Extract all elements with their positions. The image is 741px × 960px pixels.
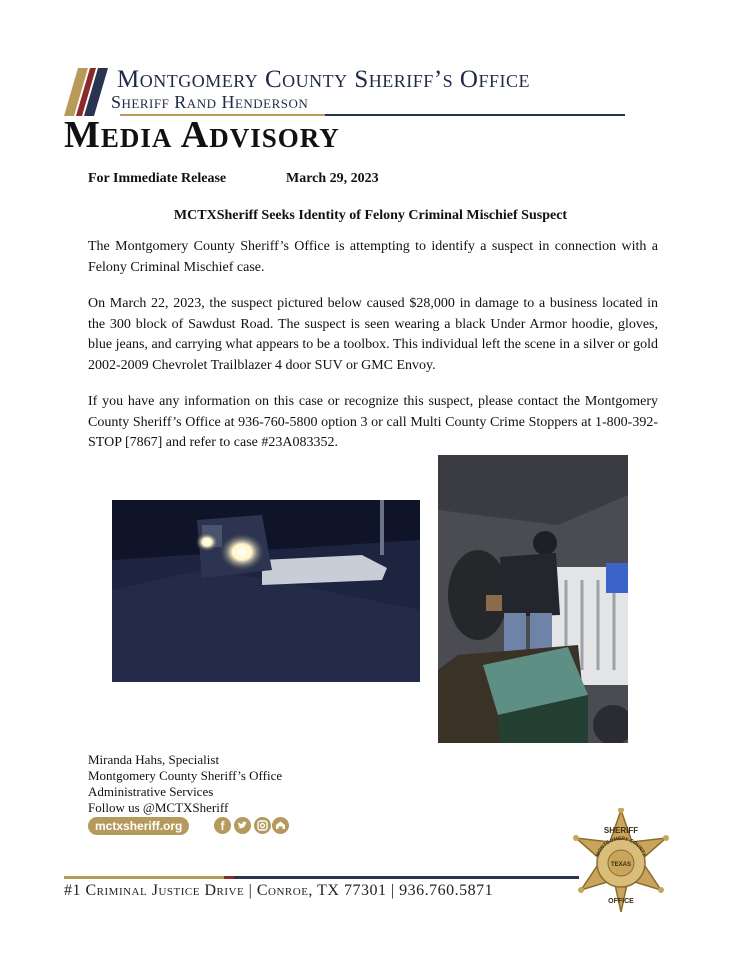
contact-office: Montgomery County Sheriff’s Office (88, 768, 283, 783)
website-link[interactable]: mctxsheriff.org (88, 817, 189, 835)
footer-rule-gold (64, 876, 224, 879)
vehicle-photo-image (112, 500, 420, 682)
paragraph-contact: If you have any information on this case or recognize this suspect, please contact the Montgomery County Sheriff’s Office at 936-760-5800 option 3 or call Multi County Crime Stoppers at 1-800-392-STOP [7867] and refer to case #23A083352. (88, 394, 658, 450)
footer-address: #1 Criminal Justice Drive | Conroe, TX 77301 | 936.760.5871 (64, 882, 494, 899)
header-rule-navy (325, 114, 625, 116)
office-name: Montgomery County Sheriff’s Office (117, 66, 530, 93)
release-label: For Immediate Release (88, 171, 227, 186)
instagram-icon[interactable] (254, 817, 271, 834)
paragraph-intro: The Montgomery County Sheriff’s Office is attempting to identify a suspect in connection with a Felony Criminal Mischief case. (88, 239, 658, 275)
suspect-photo-image (438, 455, 628, 743)
release-date: March 29, 2023 (286, 171, 379, 186)
facebook-icon[interactable] (214, 817, 231, 834)
nextdoor-icon[interactable] (272, 817, 289, 834)
twitter-icon[interactable] (234, 817, 251, 834)
contact-name: Miranda Hahs, Specialist (88, 752, 220, 767)
svg-text:f: f (220, 819, 225, 833)
contact-division: Administrative Services (88, 784, 214, 799)
badge-ring-text: MONTGOMERY COUNTY (595, 835, 647, 858)
paragraph-details: On March 22, 2023, the suspect pictured below caused $28,000 in damage to a business located in the 300 block of Sawdust Road. The suspect is seen wearing a black Under Armor hoodie, gloves, blue jeans, and carrying what appears to be a toolbox. This individual left the scene in a silver or gold 2002-2009 Chevrolet Trailblazer 4 door SUV or GMC Envoy. (88, 296, 658, 373)
sheriff-name: Sheriff Rand Henderson (111, 92, 309, 112)
suspect-photo (438, 455, 628, 743)
vehicle-photo (112, 500, 420, 682)
badge-top-text: SHERIFF (603, 826, 639, 835)
document-title: Media Advisory (64, 114, 340, 156)
footer-rule-red (224, 876, 234, 879)
footer-rule-navy (234, 876, 579, 879)
social-handle: Follow us @MCTXSheriff (88, 800, 229, 815)
badge-center-text: TEXAS (610, 862, 632, 868)
headline: MCTXSheriff Seeks Identity of Felony Criminal Mischief Suspect (173, 208, 568, 223)
sheriff-logo-stripes-icon (64, 68, 112, 116)
sheriff-badge-icon (566, 808, 676, 914)
badge-bottom-text: OFFICE (608, 898, 634, 905)
